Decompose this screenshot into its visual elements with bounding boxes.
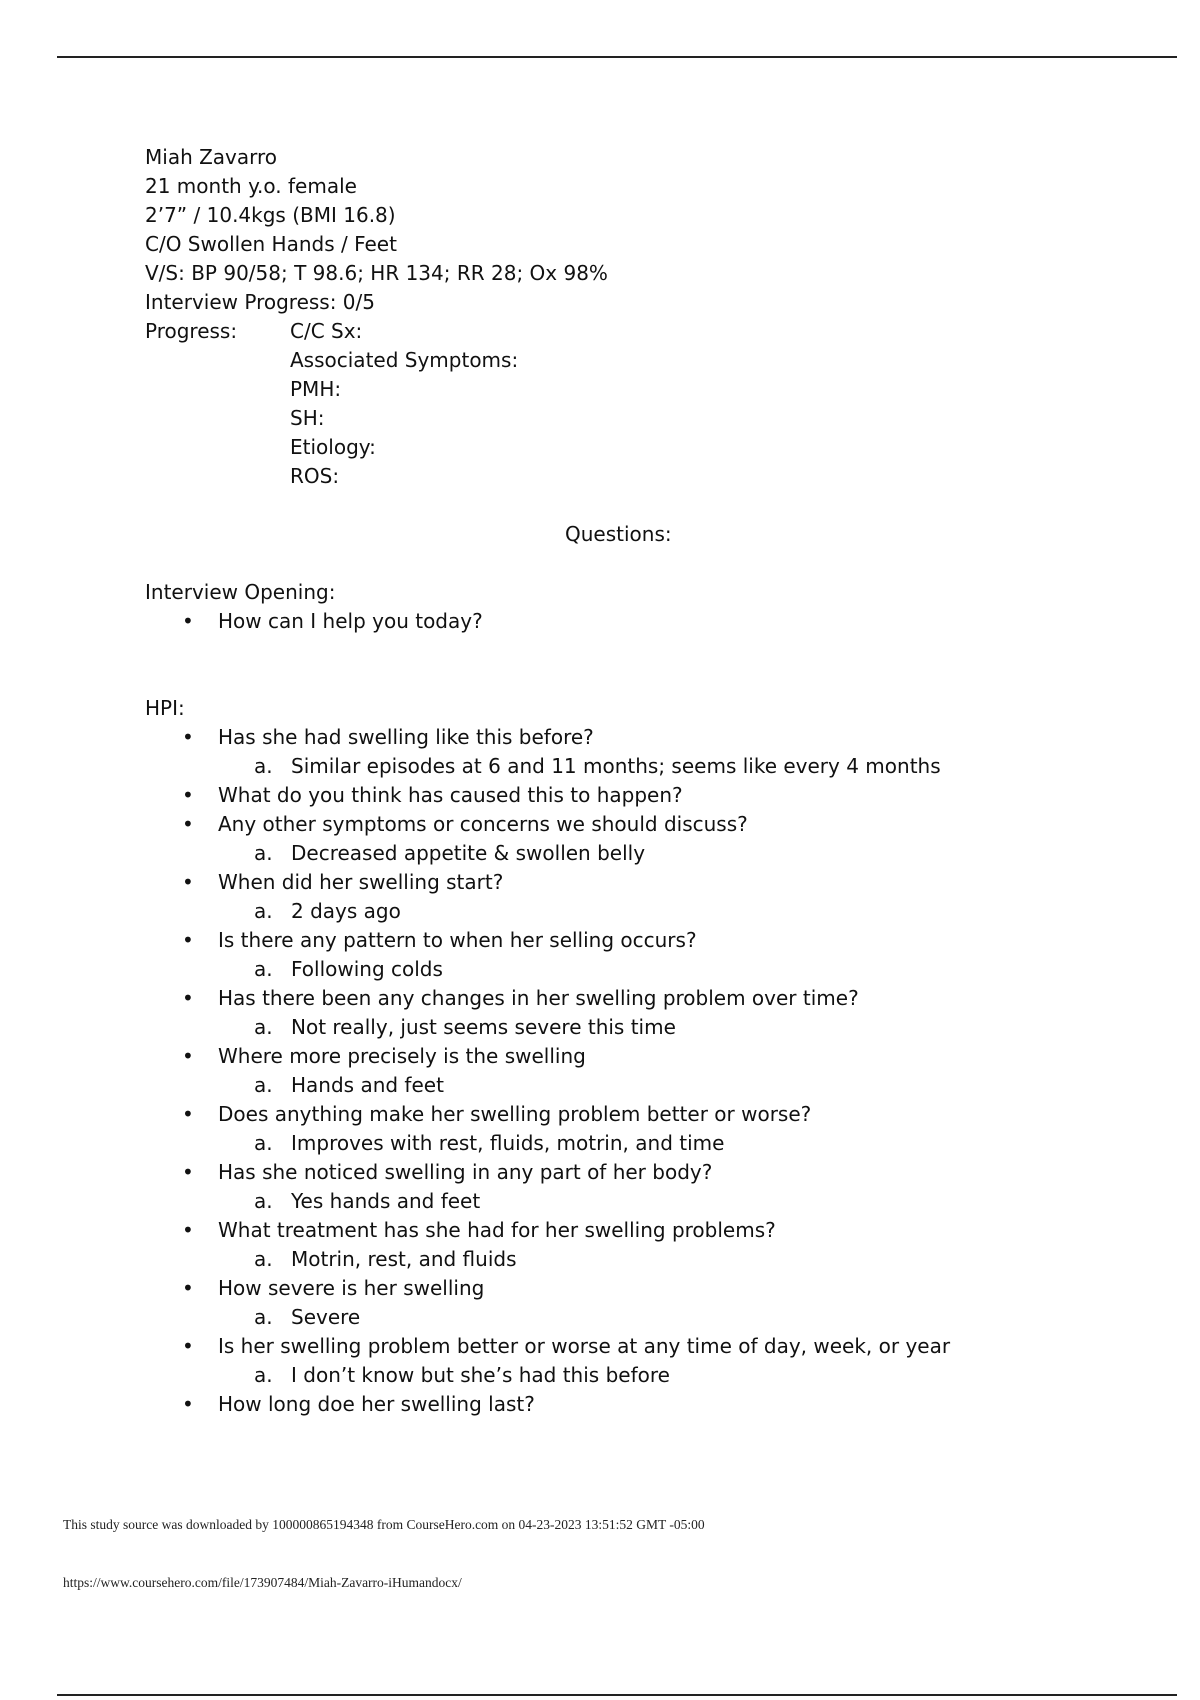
progress-items [290, 317, 518, 491]
bottom-rule [57, 1694, 1177, 1696]
question-text: • How severe is her swelling [218, 1274, 1045, 1303]
question-text: • Is her swelling problem better or worse at any time of day, week, or year [218, 1332, 1045, 1361]
question-text: • What treatment has she had for her swelling problems? [218, 1216, 1045, 1245]
hpi-list [145, 723, 1045, 1419]
list-item [145, 1332, 1045, 1390]
list-item [145, 926, 1045, 984]
document-body [145, 143, 1045, 1419]
progress-item-pmh: PMH: [290, 377, 342, 401]
answer-text: a. Decreased appetite & swollen belly [218, 839, 1045, 868]
answer-text: a. Improves with rest, fluids, motrin, and time [218, 1129, 1045, 1158]
question-text: • Has there been any changes in her swelling problem over time? [218, 984, 1045, 1013]
list-item [145, 1216, 1045, 1274]
list-item [145, 1158, 1045, 1216]
list-item [145, 1390, 1045, 1419]
opening-label: Interview Opening: [145, 580, 336, 604]
question-text: • When did her swelling start? [218, 868, 1045, 897]
list-item [145, 723, 1045, 781]
chief-complaint: C/O Swollen Hands / Feet [145, 232, 397, 256]
question-text: • Where more precisely is the swelling [218, 1042, 1045, 1071]
list-item [145, 1042, 1045, 1100]
progress-block [145, 317, 1045, 491]
patient-height-weight: 2’7” / 10.4kgs (BMI 16.8) [145, 203, 396, 227]
answer-text: a. Not really, just seems severe this time [218, 1013, 1045, 1042]
patient-age-sex: 21 month y.o. female [145, 174, 357, 198]
answer-text: a. Following colds [218, 955, 1045, 984]
answer-text: a. Motrin, rest, and fluids [218, 1245, 1045, 1274]
source-url[interactable]: https://www.coursehero.com/file/173907484/Miah-Zavarro-iHumandocx/ [63, 1575, 462, 1590]
patient-name: Miah Zavarro [145, 145, 278, 169]
opening-list [145, 607, 1045, 636]
interview-progress: Interview Progress: 0/5 [145, 290, 375, 314]
answer-text: a. Yes hands and feet [218, 1187, 1045, 1216]
question-text: • What do you think has caused this to happen? [218, 781, 1045, 810]
question-text: • Has she had swelling like this before? [218, 723, 1045, 752]
question-text: • Has she noticed swelling in any part of her body? [218, 1158, 1045, 1187]
questions-heading: Questions: [565, 522, 672, 546]
vital-signs: V/S: BP 90/58; T 98.6; HR 134; RR 28; Ox 98% [145, 261, 608, 285]
list-item [145, 607, 1045, 636]
list-item [145, 984, 1045, 1042]
progress-label: Progress: [145, 319, 238, 343]
question-text: • How long doe her swelling last? [218, 1390, 1045, 1419]
answer-text: a. I don’t know but she’s had this before [218, 1361, 1045, 1390]
question-text: • Is there any pattern to when her selling occurs? [218, 926, 1045, 955]
hpi-label: HPI: [145, 696, 185, 720]
list-item [145, 1100, 1045, 1158]
top-rule [57, 56, 1177, 58]
answer-text: a. Hands and feet [218, 1071, 1045, 1100]
progress-item-etiology: Etiology: [290, 435, 376, 459]
list-item [145, 868, 1045, 926]
progress-item-associated: Associated Symptoms: [290, 348, 519, 372]
progress-item-cc: C/C Sx: [290, 319, 363, 343]
question-text: • Does anything make her swelling problem better or worse? [218, 1100, 1045, 1129]
answer-text: a. 2 days ago [218, 897, 1045, 926]
list-item [145, 1274, 1045, 1332]
list-item [145, 810, 1045, 868]
answer-text: a. Similar episodes at 6 and 11 months; seems like every 4 months [218, 752, 1045, 781]
progress-item-sh: SH: [290, 406, 325, 430]
download-notice: This study source was downloaded by 100000865194348 from CourseHero.com on 04-23-2023 13:51:52 GMT -05:00 [63, 1517, 705, 1532]
question-text: • How can I help you today? [218, 607, 1045, 636]
question-text: • Any other symptoms or concerns we should discuss? [218, 810, 1045, 839]
answer-text: a. Severe [218, 1303, 1045, 1332]
progress-item-ros: ROS: [290, 464, 340, 488]
list-item [145, 781, 1045, 810]
